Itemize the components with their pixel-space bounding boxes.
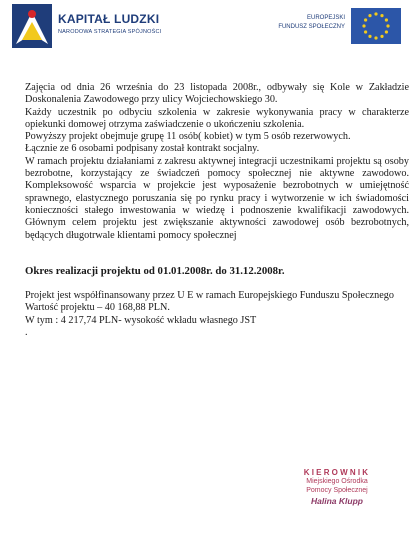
cofinance-statement: Projekt jest współfinansowany przez U E w ramach Europejskiego Funduszu Społecznego — [25, 290, 394, 302]
stamp-line3: Pomocy Społecznej — [306, 486, 368, 494]
kapital-ludzki-logo — [12, 4, 182, 50]
stamp-line2: Miejskiego Ośrodka — [306, 478, 368, 485]
document-body — [25, 82, 409, 339]
stamp-line1: KIEROWNIK — [303, 468, 371, 477]
paragraph-project-description: W ramach projektu działaniami z zakresu aktywnej integracji uczestnikami projektu są osoby bezrobotne, korzystający ze świadczeń pomocy społecznej nie aktywne zawodowo. Kompleksowość wsparcia w projekcie jest wyposażenie bezrobotnych w umiejętność sprawnego, elastycznego poruszania się po rynku pracy i wytworzenie w ich świadomości konieczności stałego inwestowania w wiedzę i podnoszenie kwalifikacji zawodowych. Głównym celem projektu jest zwiększanie aktywności zawodowej osób bezrobotnych, będących długotrwale klientami pomocy społecznej — [25, 155, 409, 241]
logo-subtitle: NARODOWA STRATEGIA SPÓJNOŚCI — [58, 29, 162, 35]
eu-fund-line1: EUROPEJSKI — [306, 15, 345, 21]
paragraph-certificate: Każdy uczestnik po odbyciu szkolenia w zakresie wykonywania pracy w charakterze opiekunki domowej otrzyma zaświadczenie o ukończeniu szkolenia. — [25, 106, 409, 130]
project-value: Wartość projektu – 40 168,88 PLN. — [25, 302, 170, 314]
official-stamp — [282, 468, 392, 524]
eu-fund-line2: FUNDUSZ SPOŁECZNY — [278, 24, 345, 30]
own-contribution: W tym : 4 217,74 PLN- wysokość wkładu własnego JST — [25, 314, 257, 326]
project-period: Okres realizacji projektu od 01.01.2008r. do 31.12.2008r. — [25, 264, 285, 277]
paragraph-group: Powyższy projekt obejmuje grupę 11 osób( kobiet) w tym 5 osób rezerwowych. — [25, 131, 351, 143]
logo-title: KAPITAŁ LUDZKI — [58, 12, 160, 26]
paragraph-dates: Zajęcia od dnia 26 września do 23 listopada 2008r., odbywały się Kole w Zakładzie Doskonalenia Zawodowego przy ulicy Wojciechowskiego 30. — [25, 82, 409, 106]
paragraph-contract: Łącznie ze 6 osobami podpisany został kontrakt socjalny. — [25, 143, 260, 155]
eu-flag-icon — [351, 8, 401, 44]
document-header — [0, 0, 419, 80]
eu-fund-text — [271, 14, 345, 32]
trailing-dot: . — [25, 327, 28, 339]
kapital-ludzki-emblem-icon — [12, 4, 52, 48]
signature: Halina Klupp — [311, 496, 363, 506]
eu-fund-logo — [271, 8, 401, 48]
